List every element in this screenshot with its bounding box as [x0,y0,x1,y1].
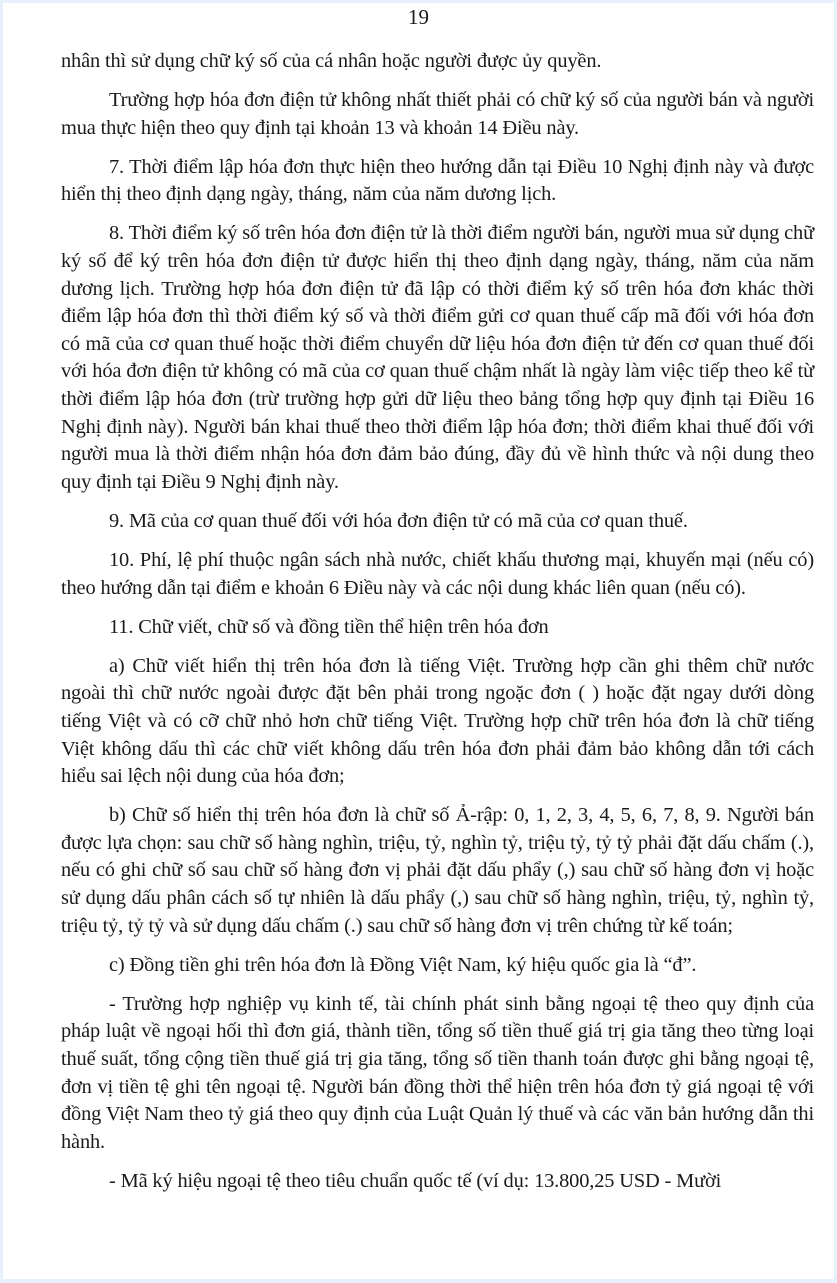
paragraph-item-11c: c) Đồng tiền ghi trên hóa đơn là Đồng Việt Nam, ký hiệu quốc gia là “đ”. [109,953,697,976]
paragraph-item-7: 7. Thời điểm lập hóa đơn thực hiện theo hướng dẫn tại Điều 10 Nghị định này và được hiển thị theo định dạng ngày, tháng, năm của năm dương lịch. [61,155,814,206]
paragraph-item-9: 9. Mã của cơ quan thuế đối với hóa đơn điện tử có mã của cơ quan thuế. [109,509,688,532]
document-body [61,48,814,1207]
paragraph-currency-code: - Mã ký hiệu ngoại tệ theo tiêu chuẩn quốc tế (ví dụ: 13.800,25 USD - Mười [109,1169,722,1192]
paragraph-item-8: 8. Thời điểm ký số trên hóa đơn điện tử là thời điểm người bán, người mua sử dụng chữ ký số để ký trên hóa đơn điện tử được hiển thị theo định dạng ngày, tháng, năm của năm dương lịch. Trường hợp hóa đơn điện tử đã lập có thời điểm ký số trên hóa đơn khác thời điểm lập hóa đơn thì thời điểm ký số và thời điểm gửi cơ quan thuế cấp mã đối với hóa đơn có mã của cơ quan thuế hoặc thời điểm chuyển dữ liệu hóa đơn điện tử đến cơ quan thuế đối với hóa đơn điện tử không có mã của cơ quan thuế chậm nhất là ngày làm việc tiếp theo kể từ thời điểm lập hóa đơn (trừ trường hợp gửi dữ liệu theo bảng tổng hợp quy định tại Điều 16 Nghị định này). Người bán khai thuế theo thời điểm lập hóa đơn; thời điểm khai thuế đối với người mua là thời điểm nhận hóa đơn đảm bảo đúng, đầy đủ về hình thức và nội dung theo quy định tại Điều 9 Nghị định này. [61,222,814,493]
paragraph-item-11b: b) Chữ số hiển thị trên hóa đơn là chữ số Ả-rập: 0, 1, 2, 3, 4, 5, 6, 7, 8, 9. Người bán được lựa chọn: sau chữ số hàng nghìn, triệu, tỷ, nghìn tỷ, triệu tỷ, tỷ tỷ phải đặt dấu chấm (.), nếu có ghi chữ số sau chữ số hàng đơn vị phải đặt dấu phẩy (,) sau chữ số hàng đơn vị hoặc sử dụng dấu phân cách số tự nhiên là dấu phẩy (,) sau chữ số hàng nghìn, triệu, tỷ, nghìn tỷ, triệu tỷ, tỷ tỷ và sử dụng dấu chấm (.) sau chữ số hàng đơn vị trên chứng từ kế toán; [61,804,814,937]
paragraph-continuation: nhân thì sử dụng chữ ký số của cá nhân hoặc người được ủy quyền. [61,50,602,72]
paragraph-item-11: 11. Chữ viết, chữ số và đồng tiền thể hiện trên hóa đơn [109,615,549,638]
document-page [3,3,834,1279]
page-number: 19 [408,5,429,29]
paragraph-signature-exemption: Trường hợp hóa đơn điện tử không nhất thiết phải có chữ ký số của người bán và người mua thực hiện theo quy định tại khoản 13 và khoản 14 Điều này. [61,89,814,139]
paragraph-foreign-currency: - Trường hợp nghiệp vụ kinh tế, tài chính phát sinh bằng ngoại tệ theo quy định của pháp luật về ngoại hối thì đơn giá, thành tiền, tổng số tiền thuế giá trị gia tăng theo từng loại thuế suất, tổng cộng tiền thuế giá trị gia tăng, tổng số tiền thanh toán được ghi bằng ngoại tệ, đơn vị tiền tệ ghi tên ngoại tệ. Người bán đồng thời thể hiện trên hóa đơn tỷ giá ngoại tệ với đồng Việt Nam theo tỷ giá theo quy định của Luật Quản lý thuế và các văn bản hướng dẫn thi hành. [61,992,814,1153]
paragraph-item-11a: a) Chữ viết hiển thị trên hóa đơn là tiếng Việt. Trường hợp cần ghi thêm chữ nước ngoài thì chữ nước ngoài được đặt bên phải trong ngoặc đơn ( ) hoặc đặt ngay dưới dòng tiếng Việt và có cỡ chữ nhỏ hơn chữ tiếng Việt. Trường hợp chữ trên hóa đơn là chữ tiếng Việt không dấu thì các chữ viết không dấu trên hóa đơn phải đảm bảo không dẫn tới cách hiểu sai lệch nội dung của hóa đơn; [61,654,814,788]
paragraph-item-10: 10. Phí, lệ phí thuộc ngân sách nhà nước, chiết khấu thương mại, khuyến mại (nếu có) theo hướng dẫn tại điểm e khoản 6 Điều này và các nội dung khác liên quan (nếu có). [61,549,814,599]
